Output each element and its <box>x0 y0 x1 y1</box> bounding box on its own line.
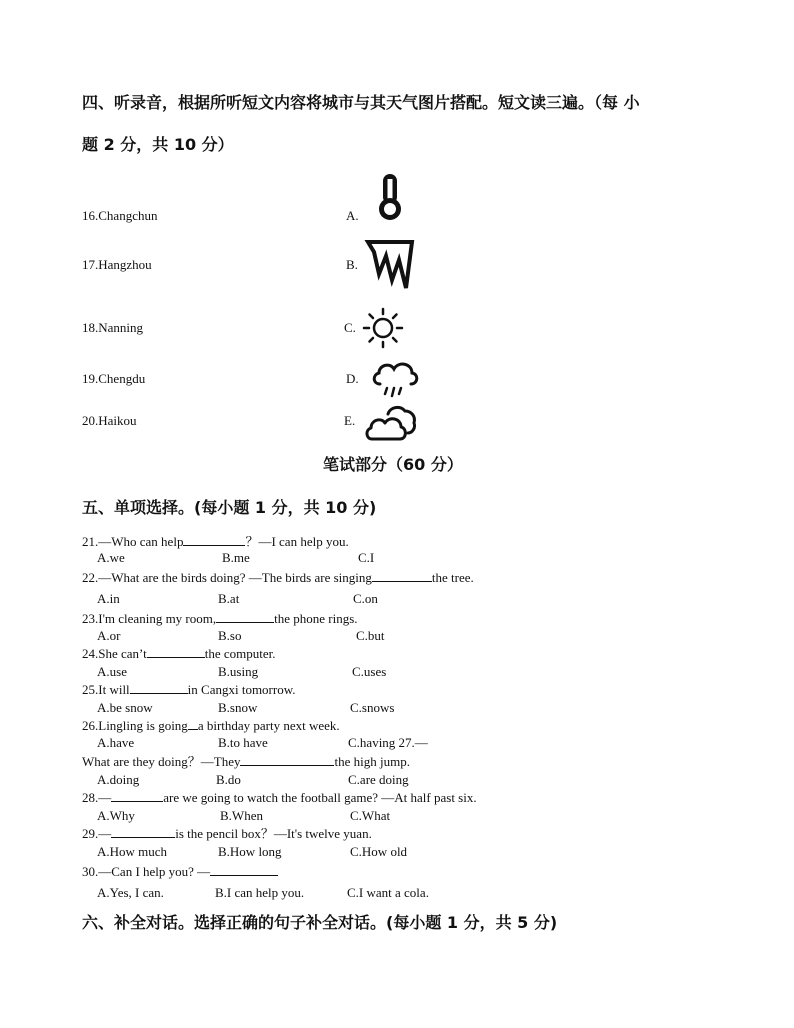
option-21-a[interactable]: A.we <box>97 550 125 565</box>
option-24-c[interactable]: C.uses <box>352 664 387 679</box>
question-24: 24.She can’t the computer. <box>82 646 276 661</box>
option-26-c[interactable]: C.having 27.— <box>348 735 428 750</box>
option-28-a[interactable]: A.Why <box>97 808 135 823</box>
option-21-b[interactable]: B.me <box>222 550 250 565</box>
option-25-b[interactable]: B.snow <box>218 700 258 715</box>
answer-blank[interactable] <box>147 645 205 658</box>
item-16-label: 16.Changchun <box>82 208 158 223</box>
option-22-b[interactable]: B.at <box>218 591 240 606</box>
question-21: 21.—Who can help ？—I can help you. <box>82 534 349 549</box>
item-19-label: 19.Chengdu <box>82 371 146 386</box>
question-22: 22.—What are the birds doing? —The birds are singing the tree. <box>82 570 474 585</box>
item-b-letter: B. <box>346 257 358 272</box>
option-30-c[interactable]: C.I want a cola. <box>347 885 429 900</box>
option-29-a[interactable]: A.How much <box>97 844 168 859</box>
option-24-b[interactable]: B.using <box>218 664 259 679</box>
answer-blank[interactable] <box>183 533 245 546</box>
written-part-heading: 笔试部分（60 分） <box>323 455 463 474</box>
answer-blank[interactable] <box>210 863 278 876</box>
option-25-c[interactable]: C.snows <box>350 700 395 715</box>
item-e-letter: E. <box>344 413 356 428</box>
icicle-icon <box>366 238 414 292</box>
cloudy-icon <box>364 402 418 442</box>
item-17-label: 17.Hangzhou <box>82 257 152 272</box>
option-21-c[interactable]: C.I <box>358 550 375 565</box>
option-28-c[interactable]: C.What <box>350 808 391 823</box>
option-27-c[interactable]: C.are doing <box>348 772 409 787</box>
section5-title: 五、单项选择。(每小题 1 分，共 10 分) <box>82 498 377 517</box>
rain-cloud-icon <box>370 358 420 400</box>
option-26-b[interactable]: B.to have <box>218 735 268 750</box>
option-23-a[interactable]: A.or <box>97 628 121 643</box>
question-25: 25.It will in Cangxi tomorrow. <box>82 682 296 697</box>
option-29-b[interactable]: B.How long <box>218 844 282 859</box>
option-25-a[interactable]: A.be snow <box>97 700 153 715</box>
option-30-b[interactable]: B.I can help you. <box>215 885 305 900</box>
option-22-a[interactable]: A.in <box>97 591 120 606</box>
section4-title-line2: 题 2 分，共 10 分） <box>82 135 234 154</box>
option-22-c[interactable]: C.on <box>353 591 378 606</box>
answer-blank[interactable] <box>130 681 188 694</box>
option-26-a[interactable]: A.have <box>97 735 135 750</box>
item-c-letter: C. <box>344 320 356 335</box>
option-29-c[interactable]: C.How old <box>350 844 408 859</box>
option-28-b[interactable]: B.When <box>220 808 263 823</box>
option-23-c[interactable]: C.but <box>356 628 385 643</box>
option-24-a[interactable]: A.use <box>97 664 127 679</box>
item-18-label: 18.Nanning <box>82 320 144 335</box>
answer-blank[interactable] <box>111 825 175 838</box>
option-30-a[interactable]: A.Yes, I can. <box>97 885 164 900</box>
answer-blank[interactable] <box>111 789 163 802</box>
question-26: 26.Lingling is going a birthday party next week. <box>82 718 340 733</box>
question-30: 30.—Can I help you? — <box>82 863 278 880</box>
question-29: 29.— is the pencil box？—It's twelve yuan. <box>82 826 372 841</box>
option-27-a[interactable]: A.doing <box>97 772 140 787</box>
option-27-b[interactable]: B.do <box>216 772 241 787</box>
answer-blank[interactable] <box>372 569 432 582</box>
question-28: 28.— are we going to watch the football game? —At half past six. <box>82 790 477 805</box>
section6-title: 六、补全对话。选择正确的句子补全对话。(每小题 1 分，共 5 分) <box>82 913 558 932</box>
answer-blank[interactable] <box>216 610 274 623</box>
item-20-label: 20.Haikou <box>82 413 137 428</box>
sun-icon <box>362 307 404 349</box>
question-27: What are they doing？—They the high jump. <box>82 754 410 769</box>
thermometer-icon <box>372 172 408 222</box>
answer-blank[interactable] <box>240 753 334 766</box>
option-23-b[interactable]: B.so <box>218 628 242 643</box>
question-23: 23.I'm cleaning my room, the phone rings. <box>82 611 358 626</box>
item-a-letter: A. <box>346 208 359 223</box>
section4-title-line1: 四、听录音，根据所听短文内容将城市与其天气图片搭配。短文读三遍。（每 小 <box>82 93 640 112</box>
item-d-letter: D. <box>346 371 359 386</box>
answer-blank[interactable] <box>188 717 198 730</box>
